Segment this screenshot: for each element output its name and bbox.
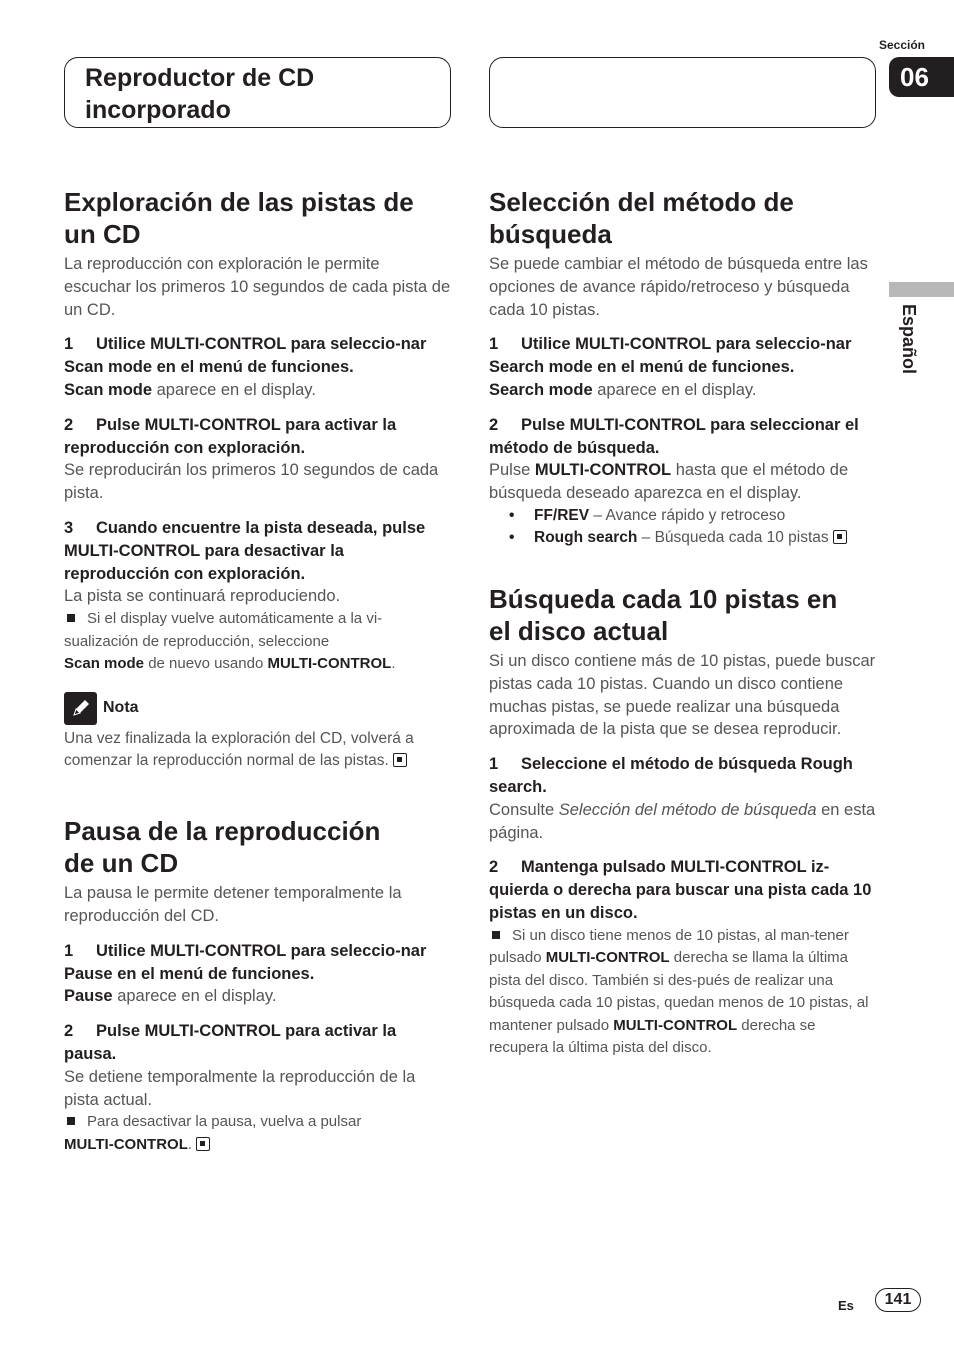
- rough-search-section: [489, 583, 876, 1060]
- bullet-ff-rev: [489, 505, 876, 528]
- step-text: Pulse MULTI-CONTROL para activar la reproducción con exploración.: [64, 415, 397, 457]
- bold-term: MULTI-CONTROL: [613, 1016, 738, 1034]
- bold-term: Pause: [64, 987, 113, 1006]
- scan-title-line2: un CD: [64, 219, 141, 249]
- end-mark-icon: [833, 530, 847, 544]
- bullet-dot: •: [509, 506, 515, 524]
- scan-step-1-body: [64, 379, 451, 402]
- note-text: Si un disco tiene menos de 10 pistas, al man-tener pulsado: [489, 926, 849, 967]
- scan-note: [64, 608, 451, 676]
- step-text: Utilice MULTI-CONTROL para seleccio-nar Search mode en el menú de funciones.: [489, 335, 852, 377]
- bold-term: MULTI-CONTROL: [545, 949, 670, 967]
- step-number: 2: [64, 1022, 74, 1041]
- square-bullet-icon: [67, 1117, 75, 1125]
- side-tab-bar: [889, 282, 954, 297]
- note-text: derecha se llama la última pista del disco. También si des-pués de realizar una búsqueda cada 10 pistas, quedan menos de 10 pistas, al mantener pulsado: [489, 949, 869, 1034]
- body-text: Pulse: [489, 461, 535, 480]
- bold-term: Rough search: [534, 529, 638, 547]
- scan-step-1: [64, 333, 451, 379]
- step-number: 2: [489, 415, 499, 434]
- pause-note: [64, 1111, 451, 1156]
- body-text: hasta que el método de búsqueda deseado aparezca en el display.: [489, 461, 849, 503]
- note-line1: Si el display vuelve automáticamente a la vi-: [87, 610, 383, 628]
- step-text: Cuando encuentre la pista deseada, pulse MULTI-CONTROL para desactivar la reproducción con exploración.: [64, 518, 426, 583]
- pause-title: [64, 815, 451, 879]
- step-number: 1: [64, 335, 74, 354]
- step-number: 1: [64, 941, 74, 960]
- search-method-title-line2: búsqueda: [489, 219, 612, 249]
- step-text: Seleccione el método de búsqueda Rough search.: [489, 755, 853, 796]
- scan-title: [64, 186, 451, 250]
- body-text: aparece en el display.: [112, 987, 277, 1006]
- body-text: aparece en el display.: [152, 380, 316, 399]
- note-end: .: [187, 1135, 193, 1153]
- bold-term: Scan mode: [64, 655, 145, 673]
- body-text: en esta página.: [489, 800, 876, 842]
- section-label: Sección: [878, 38, 926, 52]
- body-text: aparece en el display.: [592, 380, 757, 399]
- bullet-text: – Avance rápido y retroceso: [589, 506, 786, 524]
- note-line2: sualización de reproducción, seleccione: [64, 632, 330, 650]
- step-text: Utilice MULTI-CONTROL para seleccio-nar Pause en el menú de funciones.: [64, 941, 427, 983]
- bullet-rough-search: [489, 527, 876, 550]
- search-method-section: [489, 186, 876, 550]
- pause-section: [64, 815, 451, 1156]
- pause-step-2: [64, 1020, 451, 1066]
- empty-header-box: [489, 57, 876, 128]
- search-step-2: [489, 414, 876, 460]
- rough-step-1: [489, 753, 876, 799]
- section-number-badge: 06: [889, 57, 954, 97]
- right-column: [489, 186, 876, 1060]
- search-step-1-body: [489, 379, 876, 402]
- step-number: 1: [489, 755, 499, 774]
- search-method-intro: Se puede cambiar el método de búsqueda entre las opciones de avance rápido/retroceso y búsqueda cada 10 pistas.: [489, 255, 868, 319]
- scan-step-3-body: La pista se continuará reproduciendo.: [64, 587, 341, 606]
- nota-text: [64, 728, 451, 774]
- side-tab-language: Español: [899, 304, 919, 375]
- scan-title-line1: Exploración de las pistas de: [64, 187, 414, 217]
- step-number: 2: [489, 858, 499, 877]
- bullet-text: – Búsqueda cada 10 pistas: [637, 529, 829, 547]
- step-text: Pulse MULTI-CONTROL para seleccionar el método de búsqueda.: [489, 415, 859, 457]
- chapter-title-line2: incorporado: [85, 96, 231, 124]
- pencil-icon: [64, 692, 97, 725]
- end-mark-icon: [196, 1137, 210, 1151]
- scan-step-3: [64, 517, 451, 585]
- rough-note: [489, 925, 876, 1060]
- search-method-title: [489, 186, 876, 250]
- bold-term: MULTI-CONTROL: [64, 1135, 188, 1153]
- bold-term: Search mode: [489, 380, 593, 399]
- scan-section: [64, 186, 451, 676]
- chapter-title-box: [64, 57, 451, 128]
- step-number: 1: [489, 335, 499, 354]
- search-step-1: [489, 333, 876, 379]
- rough-search-title-line1: Búsqueda cada 10 pistas en: [489, 583, 838, 614]
- rough-search-intro: Si un disco contiene más de 10 pistas, puede buscar pistas cada 10 pistas. Cuando un disco contiene muchas pistas, se puede realizar una búsqueda aproximada de la pista que se desea reproducir.: [489, 651, 876, 739]
- step-number: 3: [64, 518, 74, 537]
- end-mark-icon: [393, 753, 407, 767]
- step-text: Mantenga pulsado MULTI-CONTROL iz-quierda o derecha para buscar una pista cada 10 pistas en un disco.: [489, 858, 872, 922]
- scan-step-2: [64, 414, 451, 460]
- pause-step-1-body: [64, 985, 451, 1008]
- pause-title-line1: Pausa de la reproducción: [64, 816, 381, 847]
- search-step-2-body: [489, 459, 876, 505]
- nota-label: Nota: [103, 698, 139, 716]
- cross-reference-link: Selección del método de búsqueda: [558, 800, 817, 819]
- note-end: .: [391, 655, 396, 673]
- body-text: Consulte: [489, 800, 559, 819]
- scan-step-2-body: Se reproducirán los primeros 10 segundos de cada pista.: [64, 461, 439, 503]
- left-column: [64, 186, 451, 1156]
- note-text: de nuevo usando: [144, 655, 268, 673]
- rough-step-2: [489, 856, 876, 924]
- pause-intro: La pausa le permite detener temporalmente la reproducción del CD.: [64, 884, 402, 926]
- bold-term: FF/REV: [534, 506, 590, 524]
- scan-intro: La reproducción con exploración le permite escuchar los primeros 10 segundos de cada pista de un CD.: [64, 255, 451, 319]
- pause-step-2-body: Se detiene temporalmente la reproducción de la pista actual.: [64, 1067, 416, 1109]
- bold-term: MULTI-CONTROL: [534, 461, 672, 480]
- rough-step-1-body: [489, 799, 876, 845]
- pause-step-1: [64, 940, 451, 986]
- chapter-title: [85, 62, 314, 126]
- bold-term: MULTI-CONTROL: [267, 655, 392, 673]
- square-bullet-icon: [67, 614, 75, 622]
- rough-search-title-line2: el disco actual: [489, 615, 669, 646]
- step-number: 2: [64, 415, 74, 434]
- bold-term: Scan mode: [64, 380, 153, 399]
- chapter-title-line1: Reproductor de CD: [85, 64, 315, 92]
- note-text: derecha se recupera la última pista del disco.: [489, 1016, 816, 1057]
- bullet-dot: •: [509, 529, 515, 547]
- square-bullet-icon: [492, 931, 500, 939]
- nota-body: Una vez finalizada la exploración del CD, volverá a comenzar la reproducción normal de las pistas.: [64, 729, 414, 770]
- nota-header: [64, 692, 451, 725]
- search-method-title-line1: Selección del método de: [489, 187, 794, 217]
- pause-title-line2: de un CD: [64, 848, 179, 879]
- step-text: Pulse MULTI-CONTROL para activar la pausa.: [64, 1022, 397, 1064]
- page-number: 141: [875, 1288, 921, 1312]
- footer-language-code: Es: [838, 1298, 854, 1313]
- step-text: Utilice MULTI-CONTROL para seleccio-nar Scan mode en el menú de funciones.: [64, 335, 427, 377]
- rough-search-title: [489, 583, 876, 647]
- note-line1: Para desactivar la pausa, vuelva a pulsar: [87, 1113, 362, 1131]
